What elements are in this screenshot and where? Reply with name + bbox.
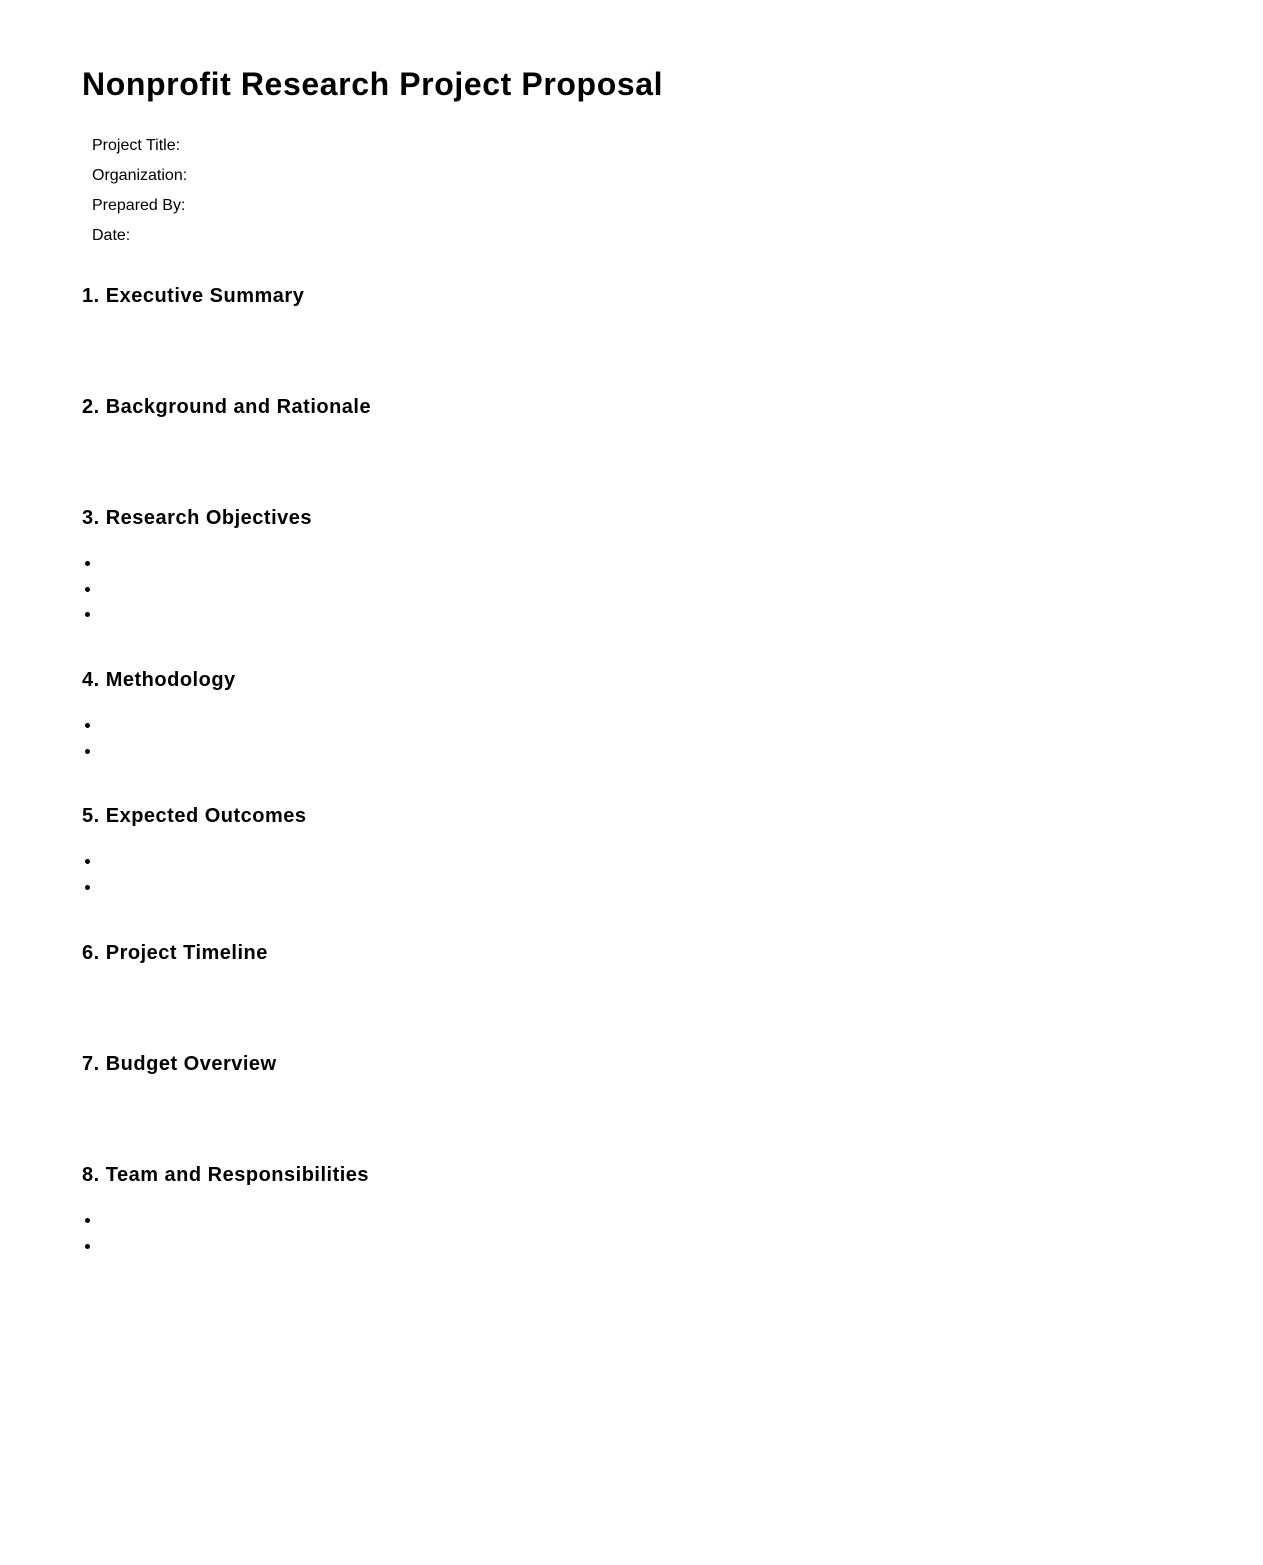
- section-heading-research-objectives: 3. Research Objectives: [82, 507, 313, 529]
- project-title-label: Project Title:: [92, 137, 181, 154]
- section-heading-budget-overview: 7. Budget Overview: [82, 1053, 277, 1075]
- section-heading-executive-summary: 1. Executive Summary: [82, 285, 305, 307]
- proposal-meta-fields: [92, 131, 187, 251]
- prepared-by-label: Prepared By:: [92, 197, 186, 214]
- section-heading-expected-outcomes: 5. Expected Outcomes: [82, 805, 307, 827]
- date-label: Date:: [92, 227, 131, 244]
- section-heading-background: 2. Background and Rationale: [82, 396, 372, 418]
- section-heading-team-responsibilities: 8. Team and Responsibilities: [82, 1164, 370, 1186]
- section-heading-project-timeline: 6. Project Timeline: [82, 942, 268, 964]
- organization-label: Organization:: [92, 167, 188, 184]
- document-title: Nonprofit Research Project Proposal: [82, 66, 664, 102]
- section-heading-methodology: 4. Methodology: [82, 669, 236, 691]
